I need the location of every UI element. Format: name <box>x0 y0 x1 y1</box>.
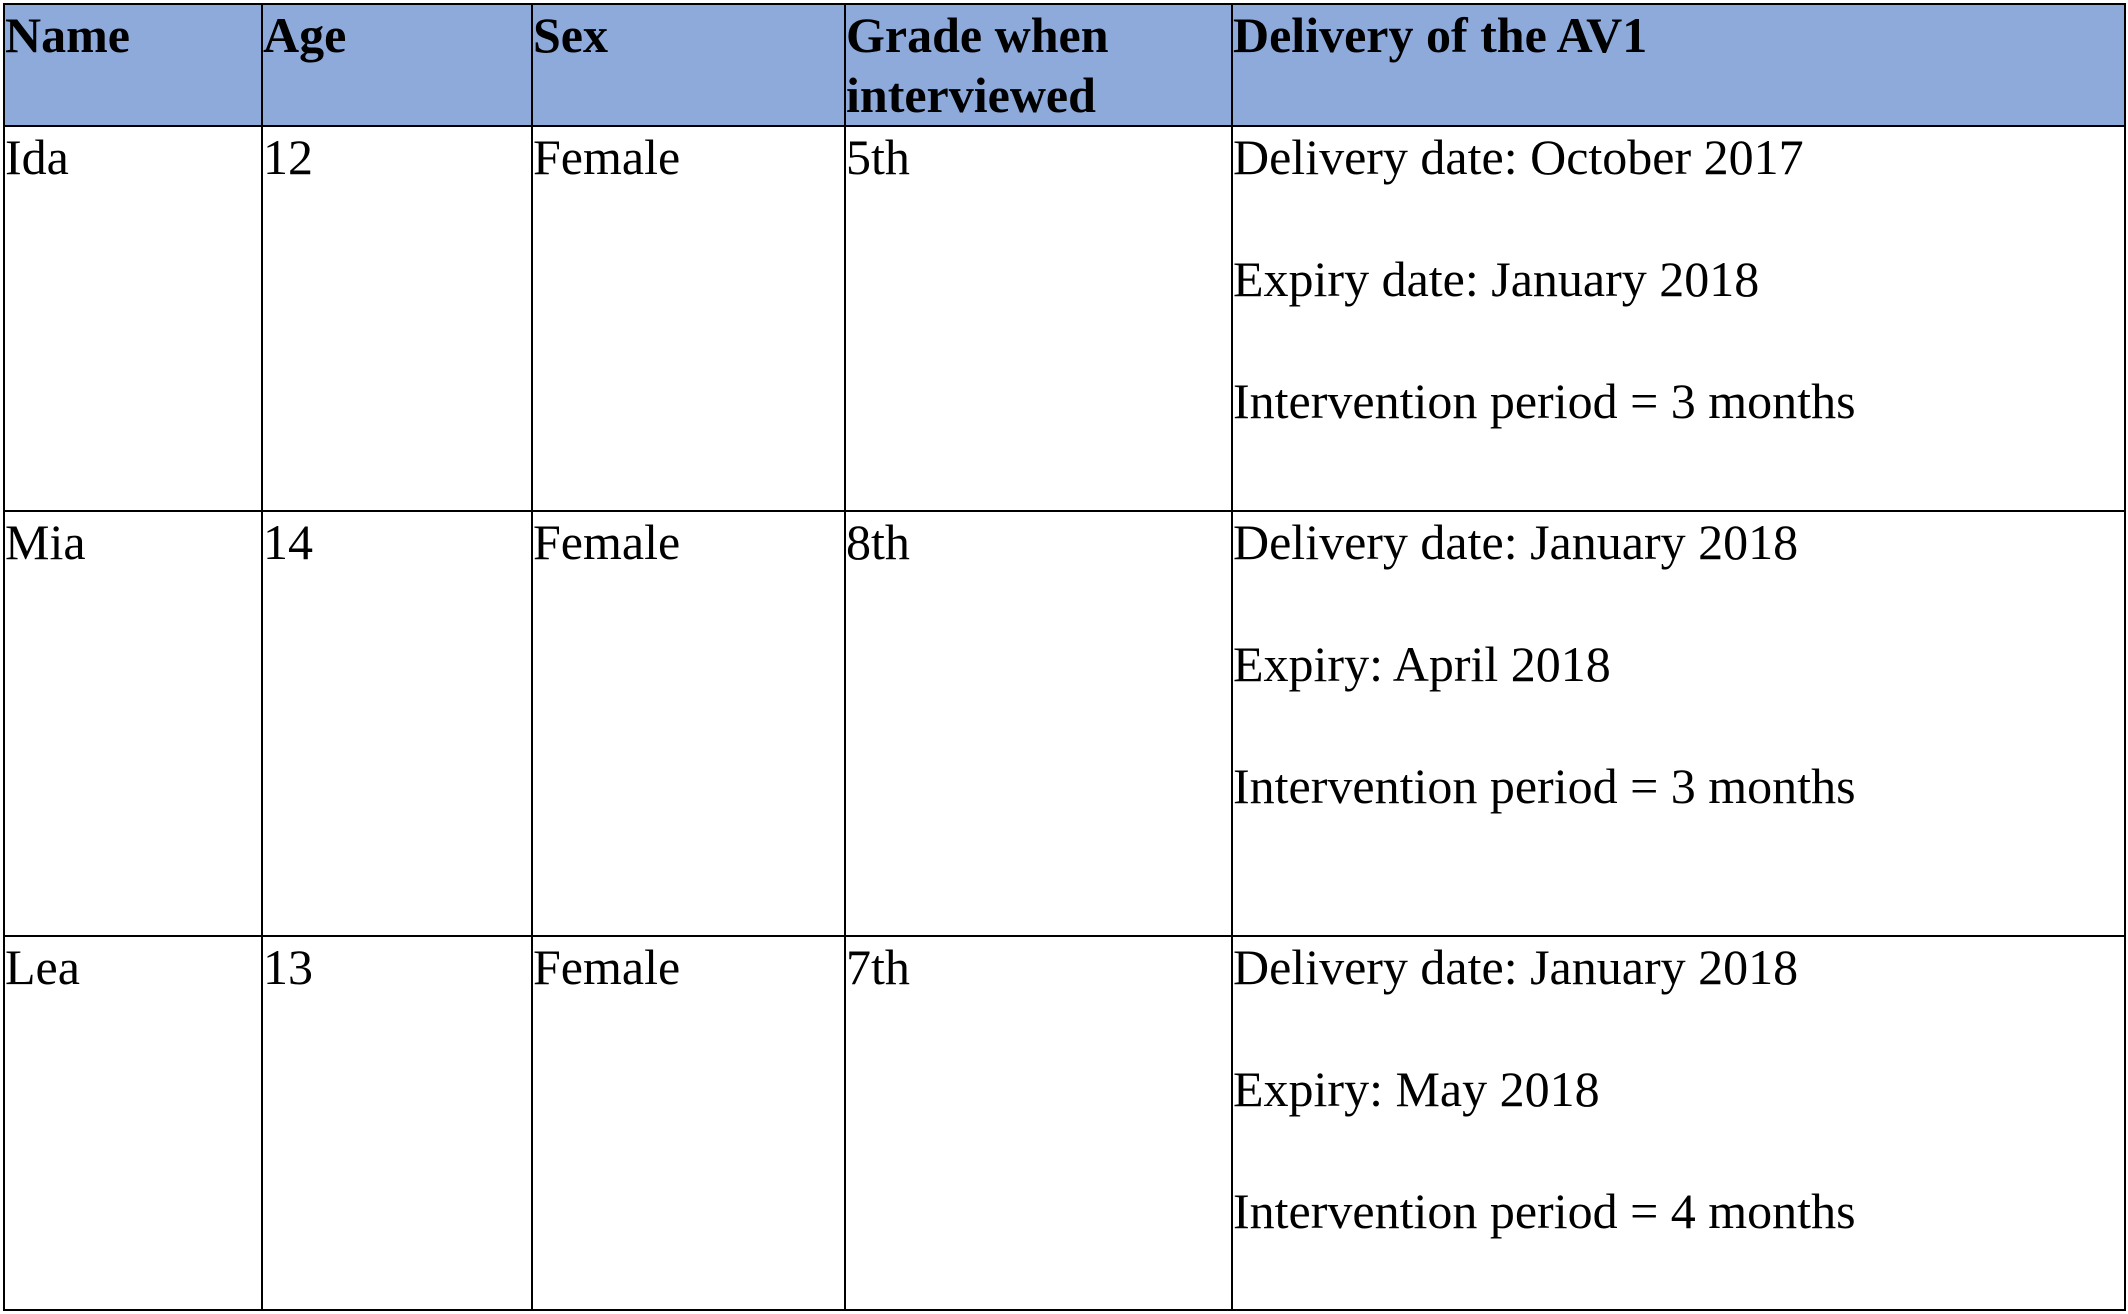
cell-age: 14 <box>262 511 532 936</box>
cell-name: Mia <box>4 511 262 936</box>
delivery-date: Delivery date: October 2017 <box>1233 129 1804 185</box>
expiry-date: Expiry: April 2018 <box>1233 635 1611 692</box>
cell-grade: 8th <box>845 511 1232 936</box>
header-sex: Sex <box>532 4 845 126</box>
cell-sex: Female <box>532 126 845 511</box>
cell-sex: Female <box>532 511 845 936</box>
delivery-date: Delivery date: January 2018 <box>1233 513 1799 570</box>
cell-age: 12 <box>262 126 532 511</box>
table-header <box>4 4 2125 126</box>
table-row <box>4 511 2125 936</box>
header-row <box>4 4 2125 126</box>
header-age: Age <box>262 4 532 126</box>
header-grade: Grade when interviewed <box>845 4 1232 126</box>
cell-name: Lea <box>4 936 262 1310</box>
cell-name: Ida <box>4 126 262 511</box>
table-row <box>4 936 2125 1310</box>
intervention-period: Intervention period = 3 months <box>1233 373 1856 429</box>
cell-delivery <box>1232 126 2125 511</box>
expiry-date: Expiry date: January 2018 <box>1233 251 1760 307</box>
header-name: Name <box>4 4 262 126</box>
cell-delivery <box>1232 936 2125 1310</box>
cell-sex: Female <box>532 936 845 1310</box>
expiry-date: Expiry: May 2018 <box>1233 1060 1600 1117</box>
cell-delivery <box>1232 511 2125 936</box>
cell-age: 13 <box>262 936 532 1310</box>
intervention-period: Intervention period = 3 months <box>1233 757 1856 814</box>
table-body <box>4 126 2125 1310</box>
header-delivery: Delivery of the AV1 <box>1232 4 2125 126</box>
intervention-period: Intervention period = 4 months <box>1233 1182 1856 1239</box>
cell-grade: 7th <box>845 936 1232 1310</box>
participants-table <box>3 3 2126 1311</box>
cell-grade: 5th <box>845 126 1232 511</box>
delivery-date: Delivery date: January 2018 <box>1233 938 1799 995</box>
table-row <box>4 126 2125 511</box>
